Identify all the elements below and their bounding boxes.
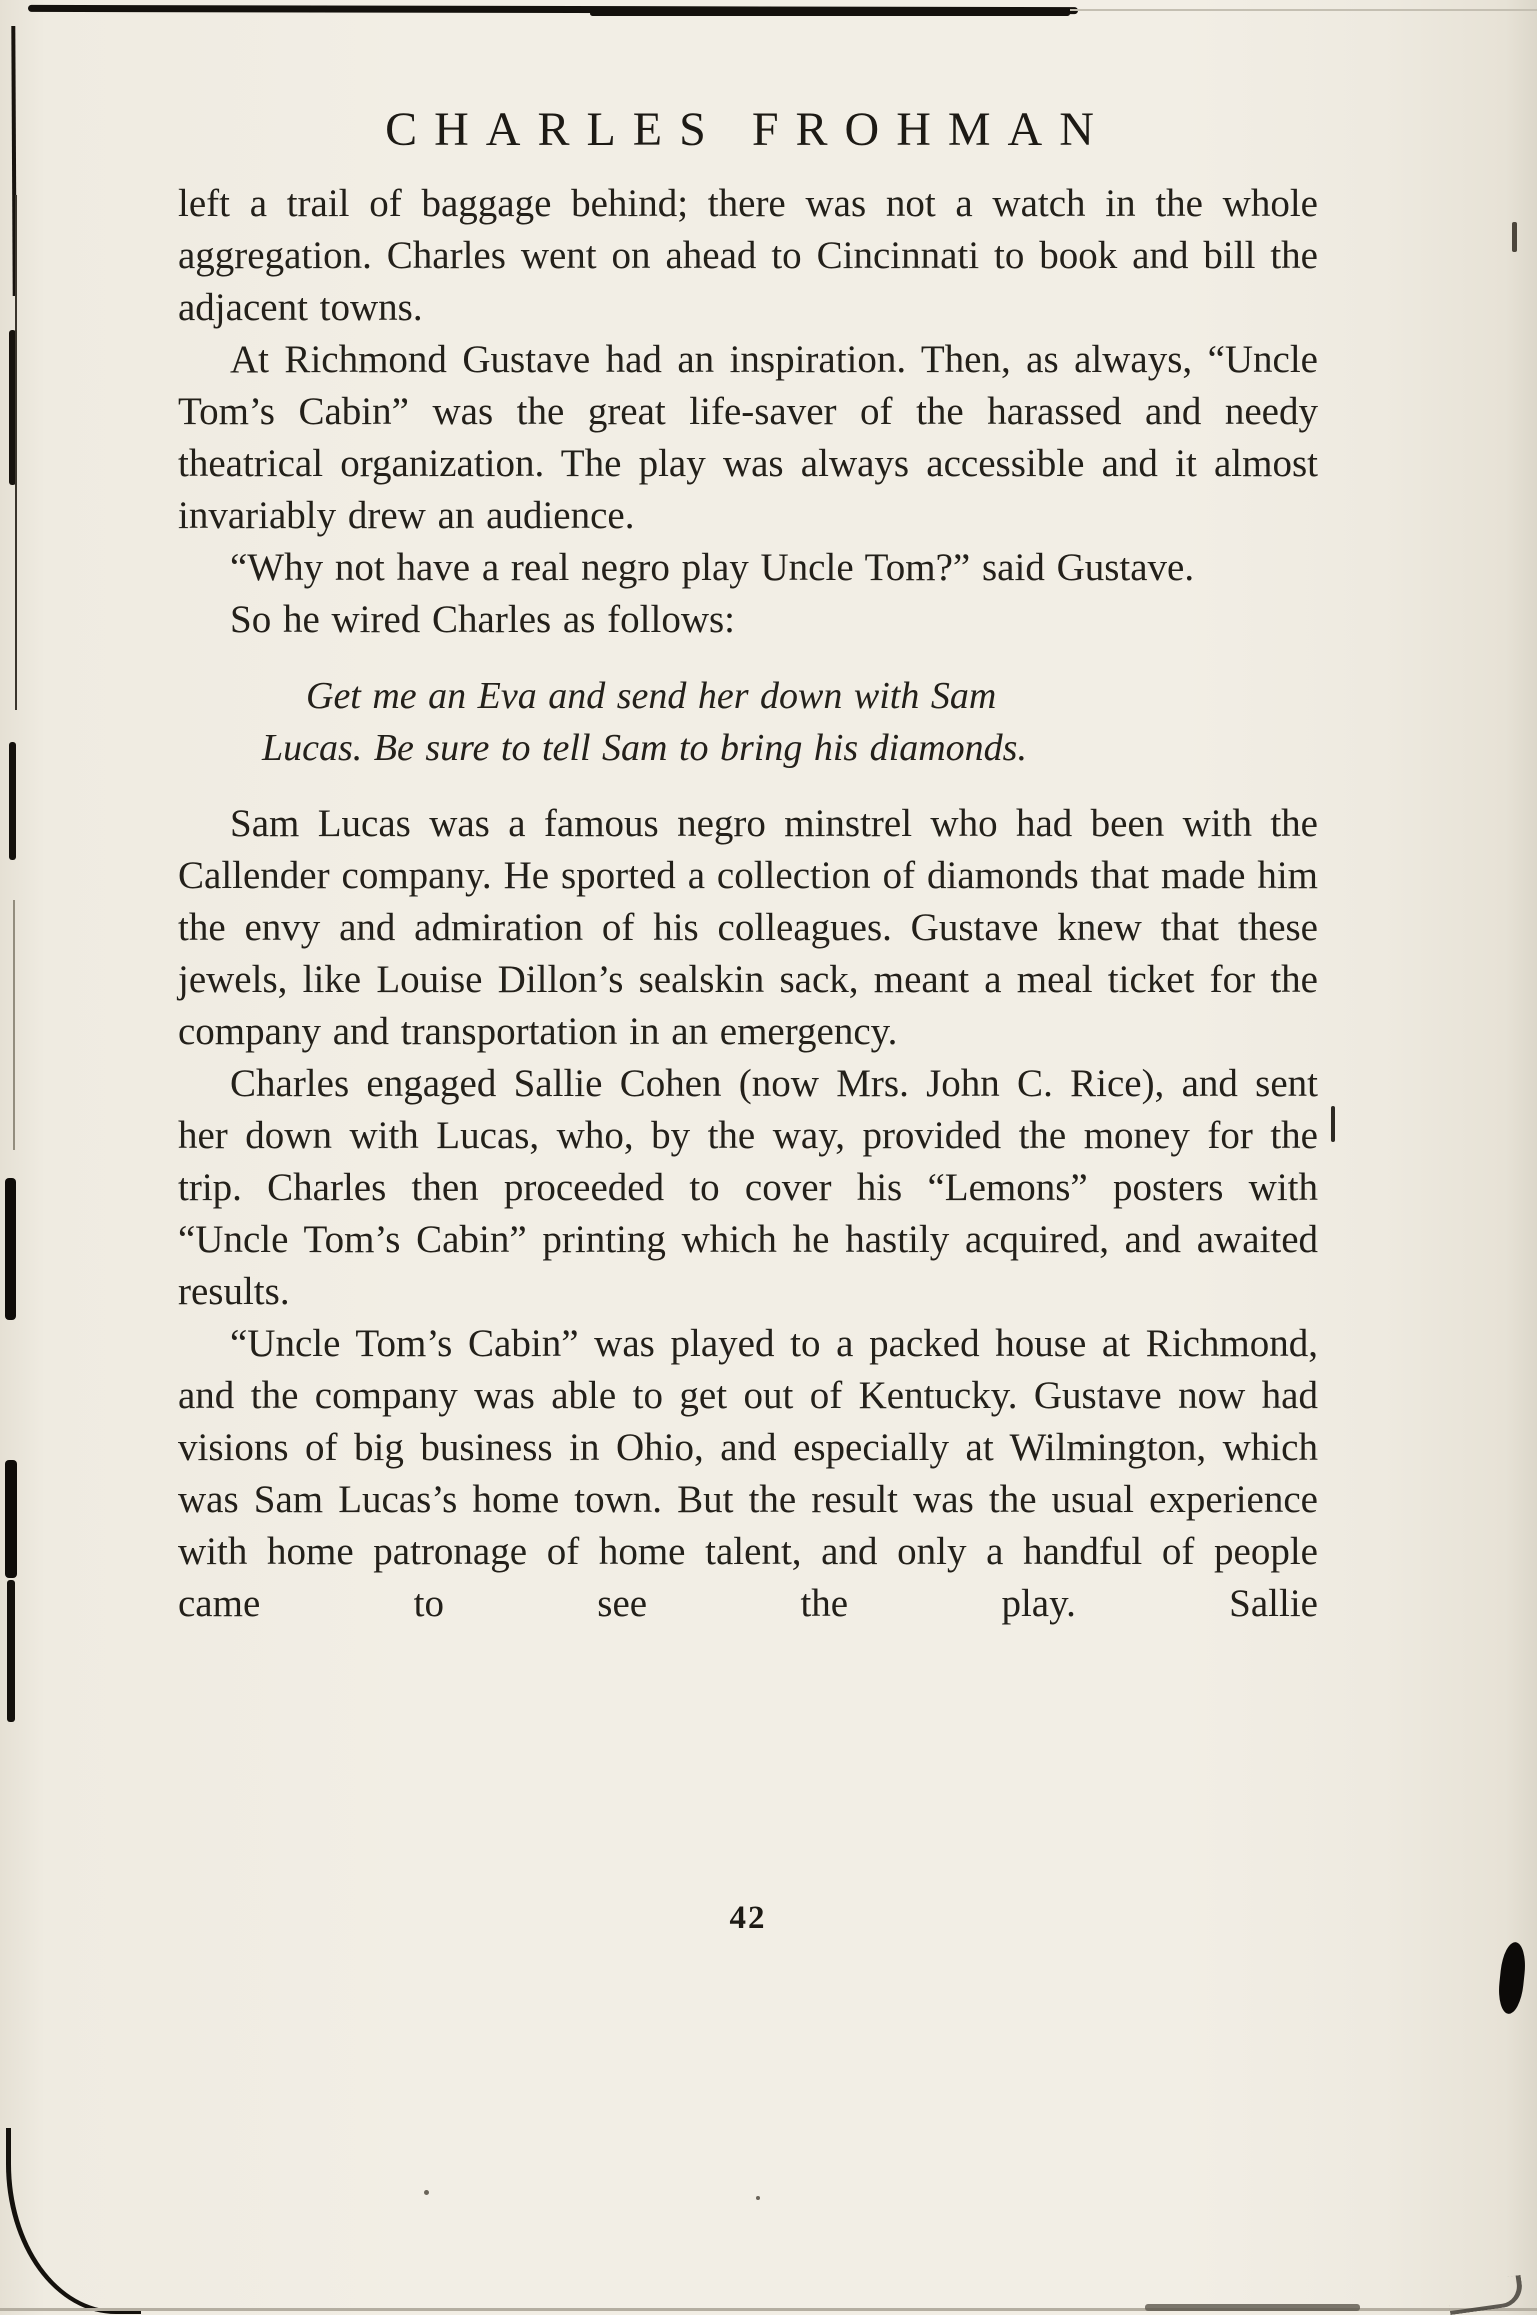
telegram-line: Get me an Eva and send her down with Sam: [306, 675, 997, 717]
telegram-blockquote: [262, 670, 1248, 774]
body-paragraph: Charles engaged Sallie Cohen (now Mrs. John C. Rice), and sent her down with Lucas, who, by the way, provided the money for the trip. Charles then proceeded to cover his “Lemons” posters with “Uncle Tom’s Cabin” printing which he hastily acquired, and awaited results.: [178, 1062, 1318, 1313]
scan-artifact-top-edge-faint: [1070, 9, 1537, 11]
telegram-line: Lucas. Be sure to tell Sam to bring his diamonds.: [262, 727, 1027, 769]
body-paragraph: So he wired Charles as follows:: [230, 598, 736, 641]
scan-artifact-top-edge-line-thick: [590, 11, 1070, 16]
scan-artifact-bottom-smudge: [1145, 2304, 1360, 2311]
scan-artifact-bottom-left-curve: [6, 2128, 141, 2314]
scan-artifact-right-ink-blob: [1496, 1941, 1527, 2015]
scan-artifact-left-thin-line: [15, 195, 17, 710]
page-number: 42: [729, 1900, 767, 1936]
scan-artifact-left-binding-mark: [7, 1580, 15, 1722]
scan-artifact-left-faint-line: [13, 900, 15, 1150]
page-body-text: [178, 178, 1318, 1630]
body-paragraph: Sam Lucas was a famous negro minstrel who had been with the Callender company. He sported a collection of diamonds that made him the envy and admiration of his colleagues. Gustave knew that these jewels, like Louise Dillon’s sealskin sack, meant a meal ticket for the company and transportation in an emergency.: [178, 802, 1318, 1053]
scan-artifact-left-binding-mark: [9, 742, 16, 860]
body-paragraph: At Richmond Gustave had an inspiration. Then, as always, “Uncle Tom’s Cabin” was the great life-saver of the harassed and needy theatrical organization. The play was always accessible and it almost invariably drew an audience.: [178, 338, 1318, 537]
scan-artifact-margin-tick: [1331, 1106, 1335, 1142]
body-paragraph: “Why not have a real negro play Uncle Tom?” said Gustave.: [230, 546, 1195, 589]
running-header-title: CHARLES FROHMAN: [385, 103, 1111, 156]
scan-artifact-speck: [424, 2190, 429, 2195]
scan-artifact-speck: [756, 2196, 760, 2200]
body-paragraph: left a trail of baggage behind; there was not a watch in the whole aggregation. Charles went on ahead to Cincinnati to book and bill the adjacent towns.: [178, 182, 1318, 329]
scan-artifact-left-binding-mark: [5, 1460, 17, 1578]
body-paragraph: “Uncle Tom’s Cabin” was played to a packed house at Richmond, and the company was able to get out of Kentucky. Gustave now had visions of big business in Ohio, and especially at Wilmington, which was Sam Lucas’s home town. But the result was the usual experience with home patronage of home talent, and only a handful of people came to see the play. Sallie: [178, 1322, 1318, 1625]
scan-artifact-left-binding-mark: [5, 1178, 16, 1320]
scan-artifact-right-tick: [1512, 222, 1517, 252]
